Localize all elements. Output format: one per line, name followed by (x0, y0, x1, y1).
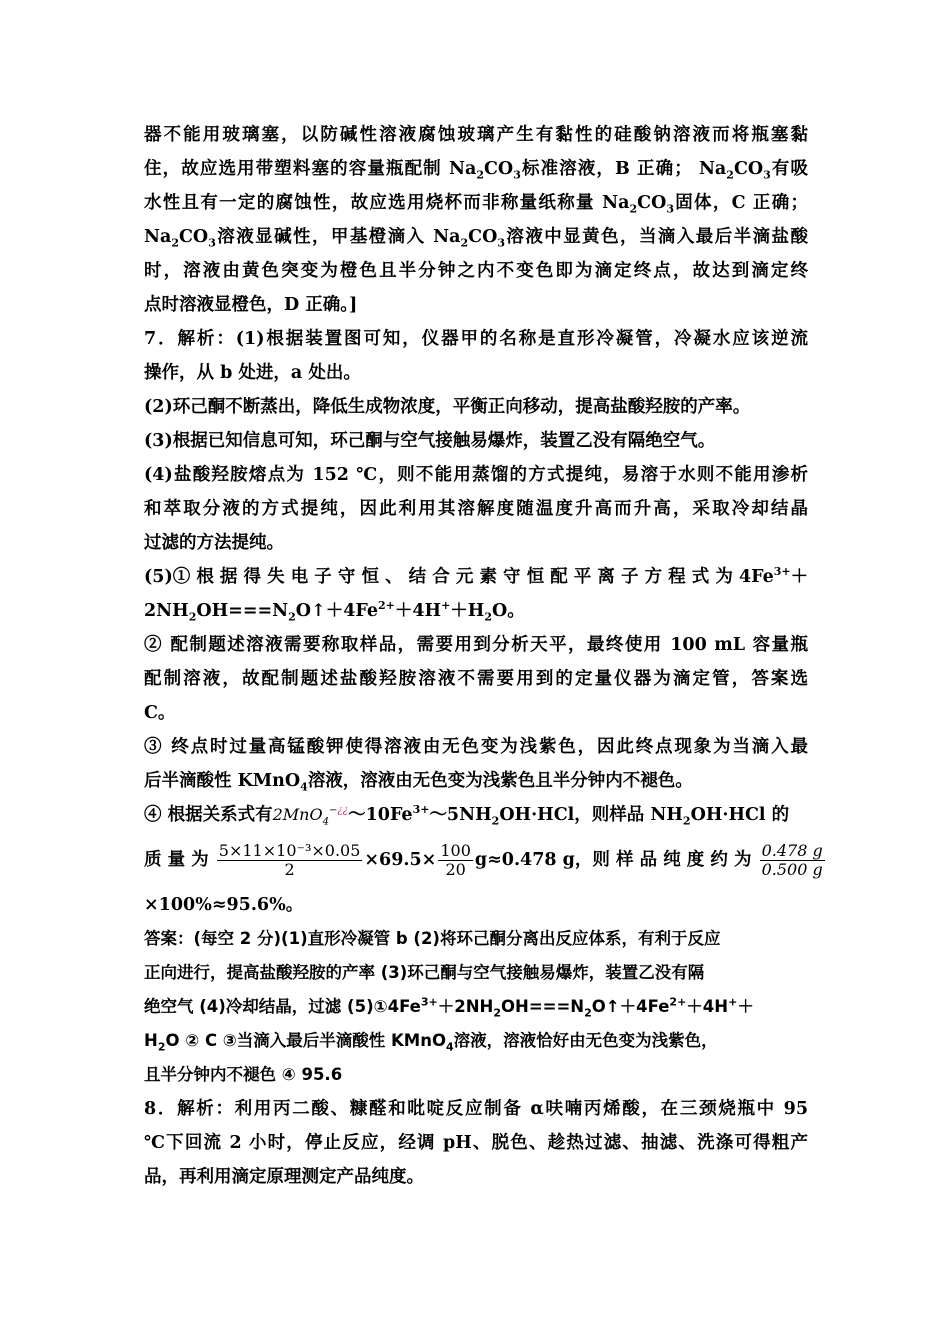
text-line: 住，故应选用带塑料塞的容量瓶配制 $Na_2CO_3$标准溶液，B 正确； $Na_2CO_3$有吸 (144, 159, 809, 182)
permanganate-ion: MnO (282, 805, 323, 824)
question-8-heading: 8．解析：利用丙二酸、糠醛和吡啶反应制备 α呋喃丙烯酸，在三颈烧瓶中 95 (144, 1099, 808, 1119)
text-line: 配制溶液，故配制题述盐酸羟胺溶液不需要用到的定量仪器为滴定管，答案选 (144, 669, 808, 689)
text-line: (3)根据已知信息可知，环己酮与空气接触易爆炸，装置乙没有隔绝空气。 (144, 431, 716, 451)
purity-fraction: $\frac{0.478 g}{0.500 g}$ (761, 840, 823, 879)
text-line: 点时溶液显橙色，D 正确。] (144, 295, 358, 315)
text-line: ③ 终点时过量高锰酸钾使得溶液由无色变为浅紫色，因此终点现象为当滴入最 (144, 737, 808, 757)
ratio-fraction: $\frac{100}{20}$ (440, 840, 471, 879)
relation-line: ④ 根据关系式有$2MnO_4^{-¿¿}\sim 10Fe^{3+}\sim 5NH_2OH\cdot HCl$，则样品 $NH_2OH\cdot HCl$ 的 (144, 803, 790, 828)
answer-line: $H_2O$ ② C ③当滴入最后半滴酸性 KMnO$_4$溶液，溶液恰好由无色变为浅紫色， (144, 1031, 718, 1054)
text-line: ℃下回流 2 小时，停止反应，经调 pH、脱色、趁热过滤、抽滤、洗涤可得粗产 (144, 1133, 808, 1153)
text-line: ×100%≈95.6%。 (144, 895, 304, 915)
question-7-heading: 7．解析：(1)根据装置图可知，仪器甲的名称是直形冷凝管，冷凝水应该逆流 (144, 329, 808, 349)
text-line: C。 (144, 703, 176, 723)
document-body (144, 118, 823, 1194)
text-line: (2)环己酮不断蒸出，降低生成物浓度，平衡正向移动，提高盐酸羟胺的产率。 (144, 397, 751, 417)
answer-line: 正向进行，提高盐酸羟胺的产率 (3)环己酮与空气接触易爆炸，装置乙没有隔 (144, 963, 705, 982)
text-line: 和萃取分液的方式提纯，因此利用其溶解度随温度升高而升高，采取冷却结晶 (144, 499, 808, 519)
equation-line: $2NH_2OH===N_2O↑+4Fe^{2+}+4H^++H_2O$。 (144, 599, 525, 624)
answer-heading: 答案：(每空 2 分)(1)直形冷凝管 b (2)将环己酮分离出反应体系，有利于反应 (144, 929, 721, 948)
formula-line: 质 量 为 $\frac{\text{5×11×10⁻³×0.05}}{2}$ ×69.5× $\frac{100}{20}$ g≈0.478 g，则 样 品 纯 度 约 为 $\frac{0.478 g}{0.500 g}$ (144, 840, 823, 879)
text-line: ② 配制题述溶液需要称取样品，需要用到分析天平，最终使用 100 mL 容量瓶 (144, 635, 808, 655)
text-line: 水性且有一定的腐蚀性，故应选用烧杯而非称量纸称量 $Na_2CO_3$固体，C 正确； (144, 193, 808, 216)
answer-line: 绝空气 (4)冷却结晶，过滤 $(5)①4Fe^{3+}+2NH_2OH===N_2O↑+4Fe^{2+}+4H^++$ (144, 995, 754, 1020)
text-line: 后半滴酸性 KMnO$_4$溶液，溶液由无色变为浅紫色且半分钟内不褪色。 (144, 771, 693, 794)
text-line: 操作，从 b 处进，a 处出。 (144, 363, 361, 383)
text-line: 过滤的方法提纯。 (144, 533, 284, 553)
text-line: (4)盐酸羟胺熔点为 152 ℃，则不能用蒸馏的方式提纯，易溶于水则不能用渗析 (144, 465, 808, 485)
answer-line: 且半分钟内不褪色 ④ 95.6 (144, 1065, 343, 1084)
text-line: 器不能用玻璃塞，以防碱性溶液腐蚀玻璃产生有黏性的硅酸钠溶液而将瓶塞黏 (144, 125, 808, 145)
text-line: $Na_2CO_3$溶液显碱性，甲基橙滴入 $Na_2CO_3$溶液中显黄色，当滴入最后半滴盐酸 (144, 227, 809, 250)
mass-fraction: $\frac{\text{5×11×10⁻³×0.05}}{2}$ (218, 840, 361, 879)
text-line: (5)① 根 据 得 失 电 子 守 恒 、 结 合 元 素 守 恒 配 平 离 子 方 程 式 为 $4Fe^{3+}+$ (144, 565, 809, 587)
text-line: 品，再利用滴定原理测定产品纯度。 (144, 1167, 424, 1187)
text-line: 时，溶液由黄色突变为橙色且半分钟之内不变色即为滴定终点，故达到滴定终 (144, 261, 808, 281)
